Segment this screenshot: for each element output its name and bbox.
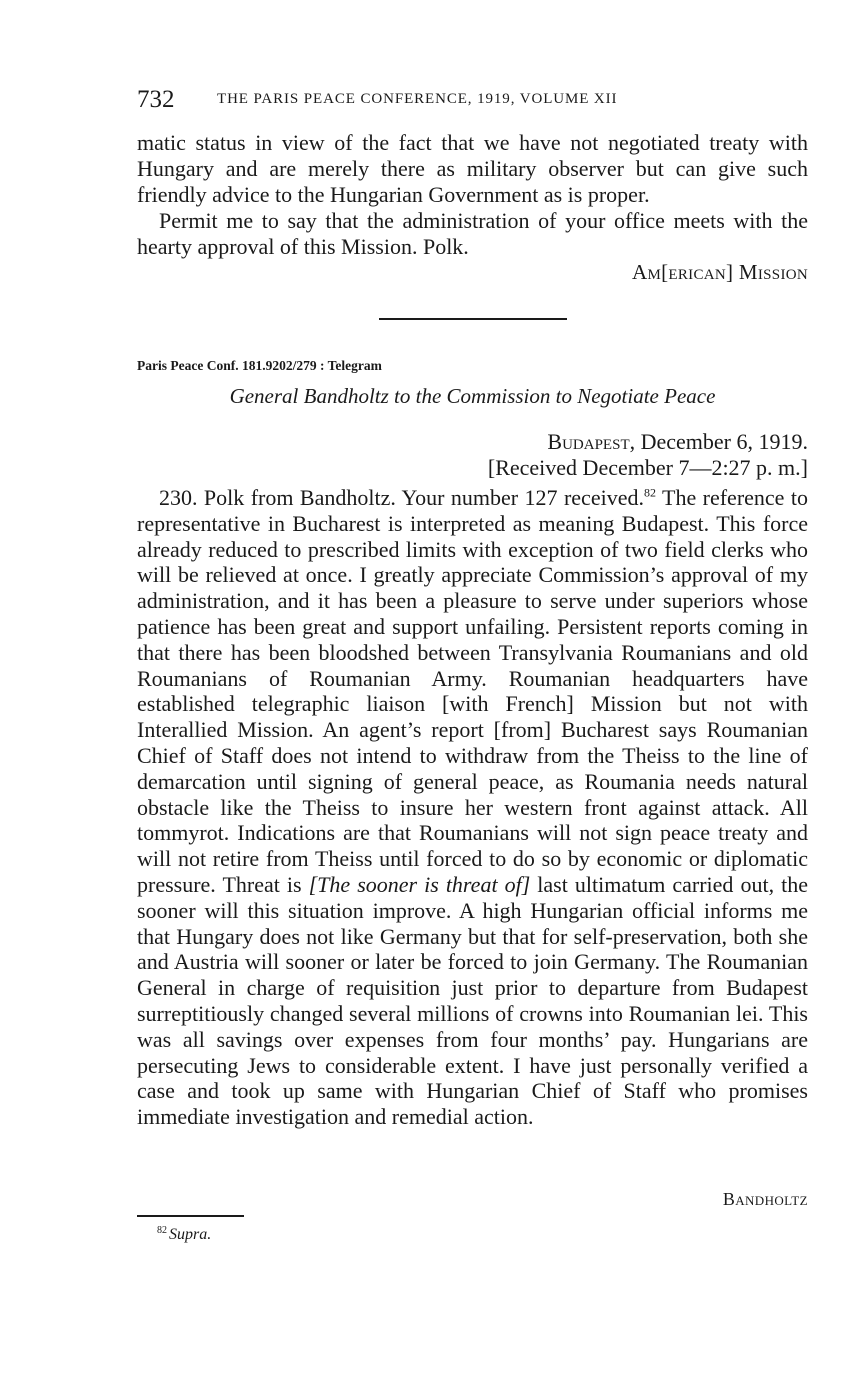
- dateline-place: Budapest: [547, 429, 630, 454]
- paragraph-approval: Permit me to say that the administration of your office meets with the hearty approval of this Mission. Polk.: [137, 208, 808, 259]
- section-divider: [379, 318, 567, 320]
- document-title: General Bandholtz to the Commission to Negotiate Peace: [229, 384, 716, 408]
- footnote-text: Supra.: [169, 1226, 212, 1243]
- file-reference: Paris Peace Conf. 181.9202/279 : Telegram: [137, 358, 382, 373]
- signature-american-mission: Am[erican] Mission: [632, 260, 808, 284]
- telegram-body: [137, 485, 808, 1130]
- footnote-rule: [137, 1215, 244, 1217]
- dateline-sent: [488, 429, 808, 455]
- footnote-reference: 82: [643, 485, 656, 500]
- telegram-body-part-3: last ultimatum carried out, the sooner will this situation improve. A high Hungarian official informs me that Hungary does not like Germany but that for self-preservation, both she and Austria will sooner or later be forced to join Germany. The Roumanian General in charge of requisition just prior to departure from Budapest surreptitiously changed several millions of crowns into Roumanian lei. This was all savings over expenses from four months’ pay. Hungarians are persecuting Jews to considerable extent. I have just personally verified a case and took up same with Hungarian Chief of Staff who promises immediate investigation and remedial action.: [137, 871, 808, 1130]
- dateline-received: [Received December 7—2:27 p. m.]: [487, 455, 808, 480]
- running-head: THE PARIS PEACE CONFERENCE, 1919, VOLUME XII: [217, 91, 618, 107]
- telegram-body-italic: [The sooner is threat of]: [308, 871, 531, 897]
- footnote-mark: 82: [157, 1224, 167, 1236]
- paragraph-continuation: matic status in view of the fact that we have not negotiated treaty with Hungary and are merely there as military observer but can give such friendly advice to the Hungarian Government as is proper.: [137, 130, 808, 207]
- page-header: [137, 86, 808, 116]
- dateline: [488, 429, 808, 481]
- page-number: 732: [137, 86, 175, 113]
- footnote: [157, 1226, 211, 1244]
- telegram-body-part-2: The reference to representative in Bucharest is interpreted as meaning Budapest. This force already reduced to prescribed limits with exception of two field clerks who will be relieved at once. I greatly appreciate Commission’s approval of my administration, and it has been a pleasure to serve under superiors whose patience has been great and support unfailing. Persistent reports coming in that there has been bloodshed between Transylvania Roumanians and old Roumanians of Roumanian Army. Roumanian headquarters have established telegraphic liaison [with French] Mission but not with Interallied Mission. An agent’s report [from] Bucharest says Roumanian Chief of Staff does not intend to withdraw from the Theiss to the line of demarcation until signing of general peace, as Roumania needs natural obstacle like the Theiss to insure her western front against attack. All tommyrot. Indications are that Roumanians will not sign peace treaty and will not retire from Theiss until forced to do so by economic or diplomatic pressure. Threat is: [137, 485, 808, 897]
- telegram-body-part-1: 230. Polk from Bandholtz. Your number 127 received.: [159, 485, 644, 510]
- dateline-date: , December 6, 1919.: [629, 429, 808, 454]
- signature-bandholtz: Bandholtz: [722, 1189, 808, 1209]
